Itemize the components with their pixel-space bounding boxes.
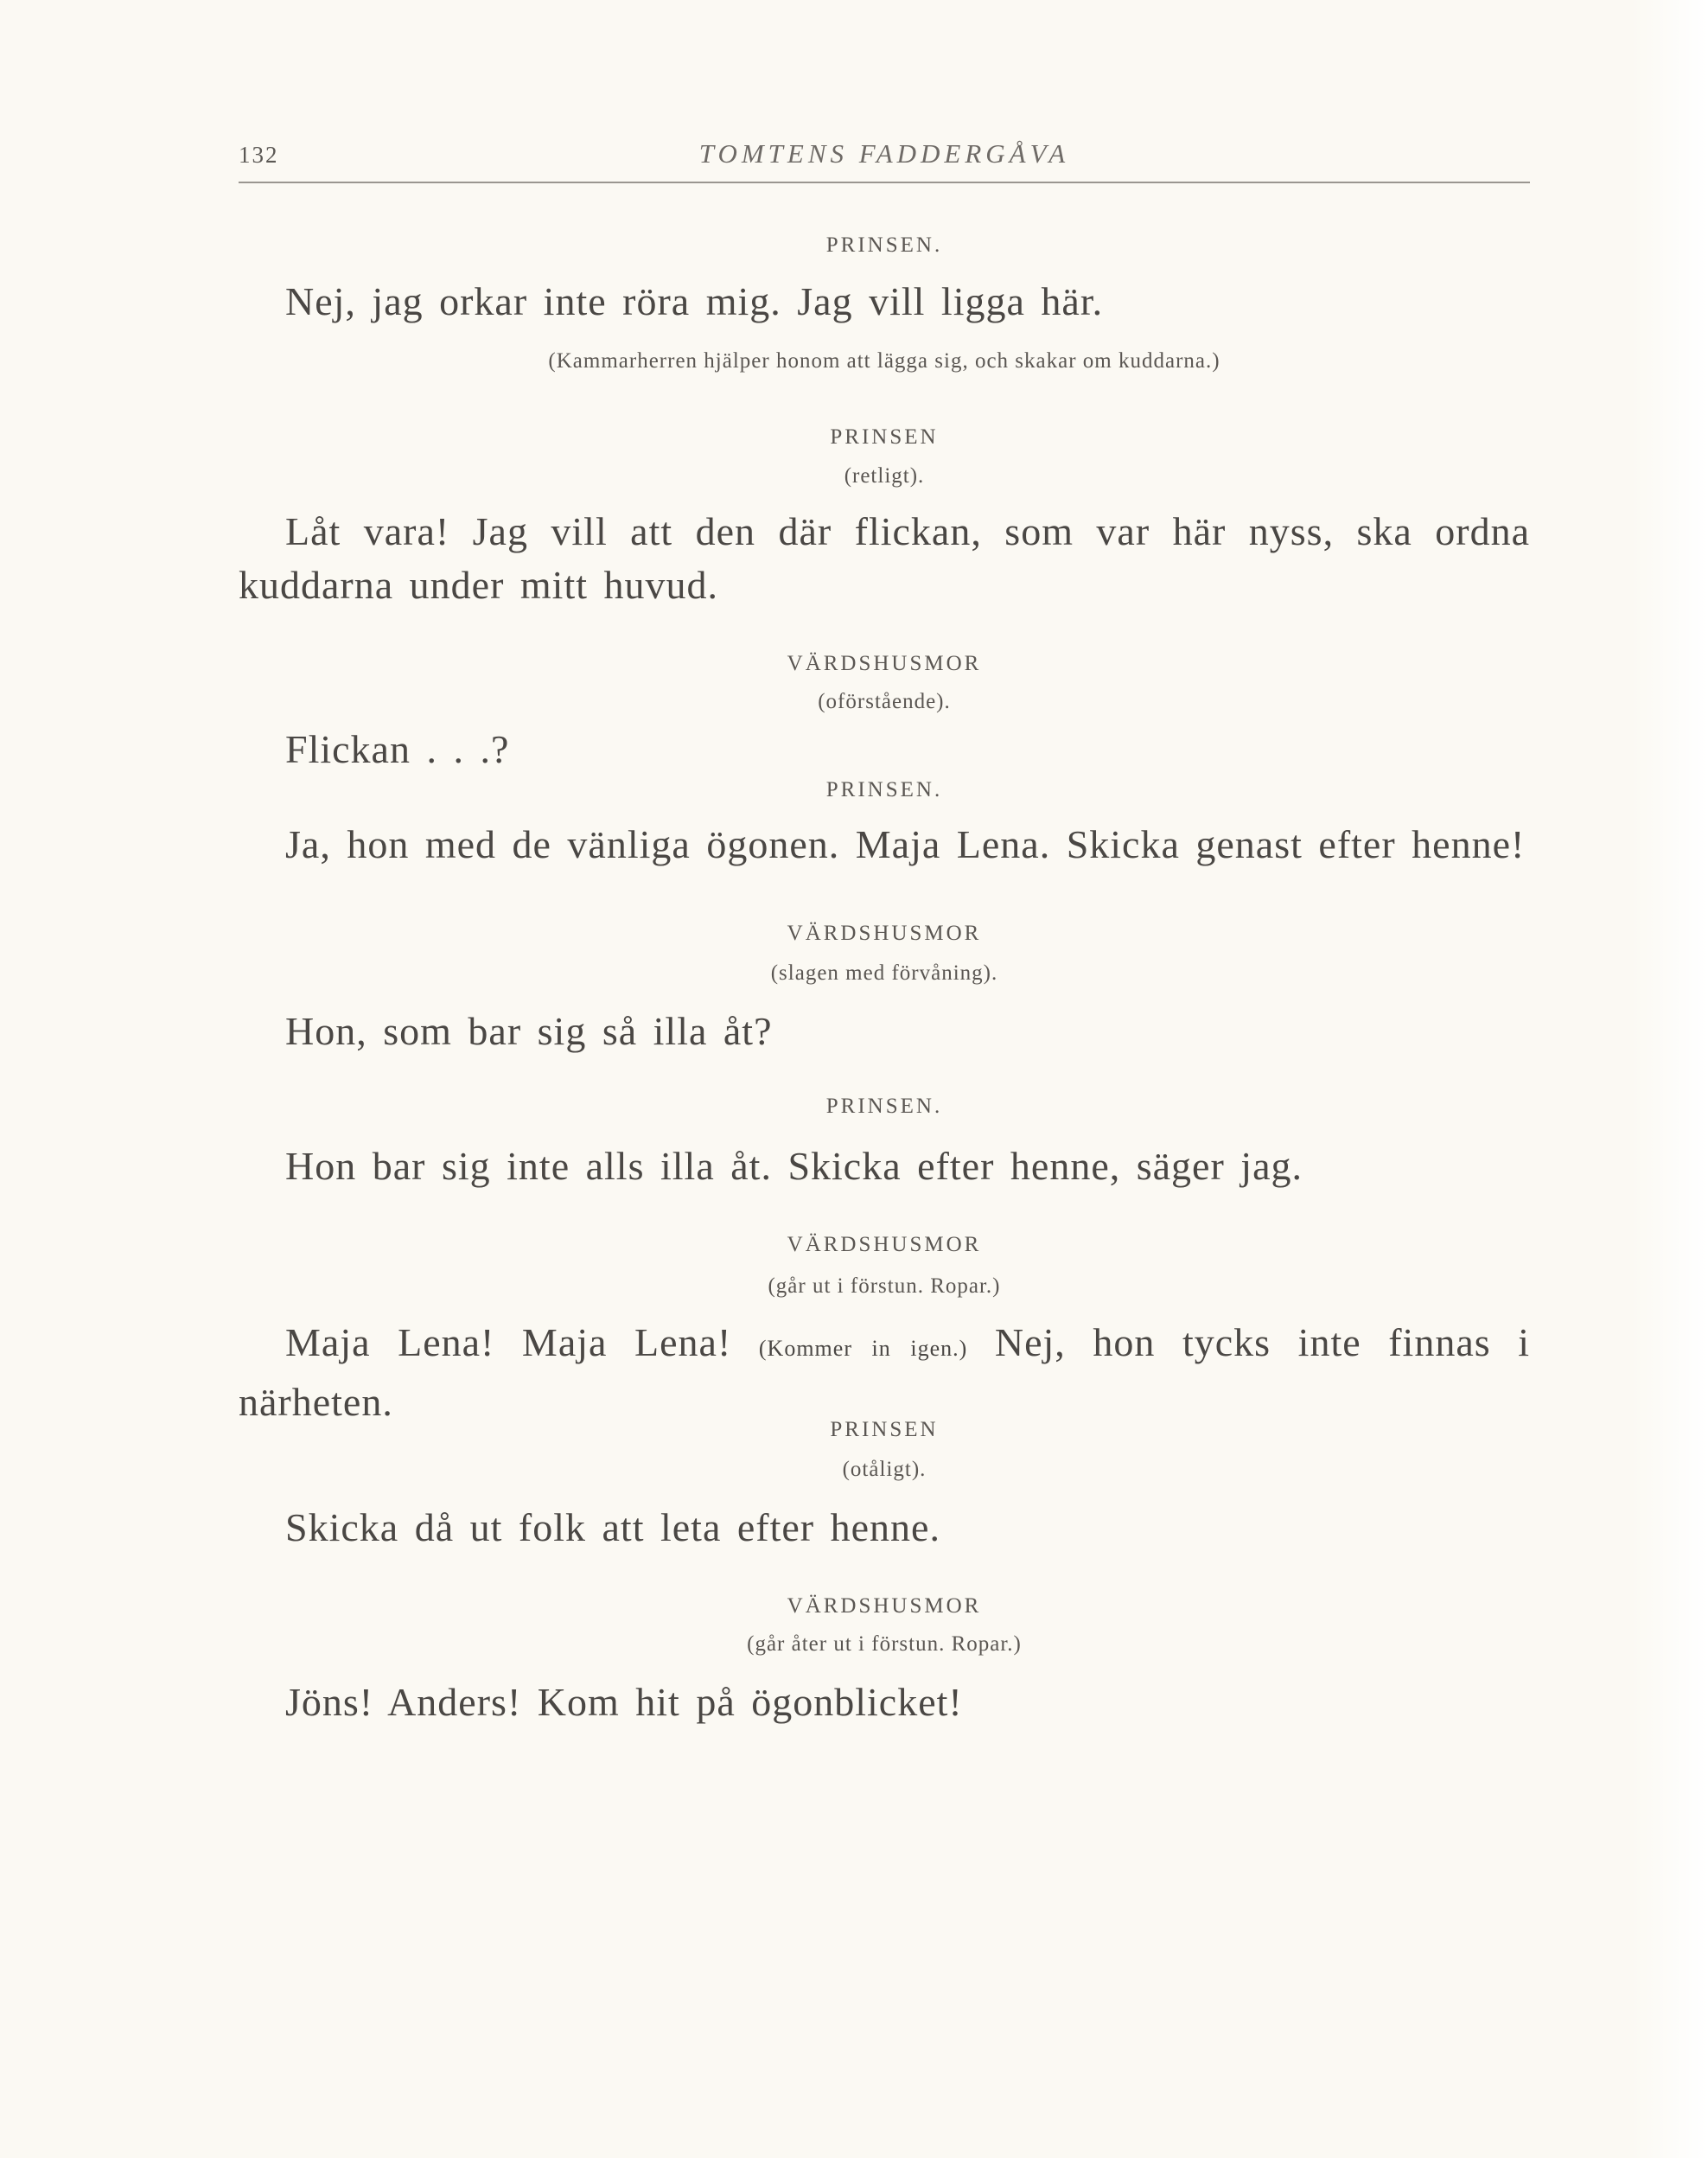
page-header [239, 138, 1530, 183]
running-title: TOMTENS FADDERGÅVA [698, 138, 1070, 169]
speaker-name: VÄRDSHUSMOR [787, 1594, 982, 1618]
speech-paragraph [239, 1316, 1530, 1429]
inline-stage-direction: (Kommer in igen.) [758, 1336, 968, 1361]
speaker-direction: (går åter ut i förstun. Ropar.) [747, 1632, 1022, 1656]
speaker-direction: (otåligt). [842, 1458, 927, 1481]
speaker-direction: (går ut i förstun. Ropar.) [768, 1274, 1001, 1298]
stage-direction: (Kammarherren hjälper honom att lägga sig, och skakar om kuddarna.) [548, 349, 1220, 373]
speech-paragraph: Ja, hon med de vänliga ögonen. Maja Lena. Skicka genast efter henne! [285, 822, 1526, 866]
speaker-name: PRINSEN. [825, 233, 943, 257]
speech-line: Skicka då ut folk att leta efter henne. [285, 1505, 940, 1549]
speaker-direction: (retligt). [844, 464, 925, 488]
speaker-name: VÄRDSHUSMOR [787, 652, 982, 675]
speaker-name: PRINSEN. [825, 778, 943, 801]
speaker-direction: (oförstående). [818, 690, 951, 713]
page-number: 132 [239, 142, 279, 168]
speaker-name: PRINSEN [830, 425, 939, 449]
speech-line: Jöns! Anders! Kom hit på ögonblicket! [285, 1680, 963, 1724]
speaker-direction: (slagen med förvåning). [770, 961, 998, 985]
speech-fragment: Maja Lena! Maja Lena! [285, 1320, 732, 1364]
speaker-name: PRINSEN [830, 1418, 939, 1441]
speech-fragment: Nej, hon tycks inte finnas i närheten. [239, 1320, 1531, 1424]
speaker-name: VÄRDSHUSMOR [787, 1233, 982, 1256]
header-rule [239, 182, 1530, 183]
speech-paragraph: Låt vara! Jag vill att den där flickan, som var här nyss, ska ordna kuddarna under mitt huvud. [239, 509, 1530, 607]
speaker-name: VÄRDSHUSMOR [787, 922, 982, 945]
page-edge-shading [1630, 0, 1708, 2158]
speaker-name: PRINSEN. [825, 1095, 943, 1118]
speech-line: Hon bar sig inte alls illa åt. Skicka efter henne, säger jag. [285, 1144, 1303, 1188]
speech-line: Hon, som bar sig så illa åt? [285, 1009, 773, 1053]
speech-line: Nej, jag orkar inte röra mig. Jag vill ligga här. [285, 279, 1104, 323]
speech-line: Flickan . . .? [285, 727, 510, 771]
